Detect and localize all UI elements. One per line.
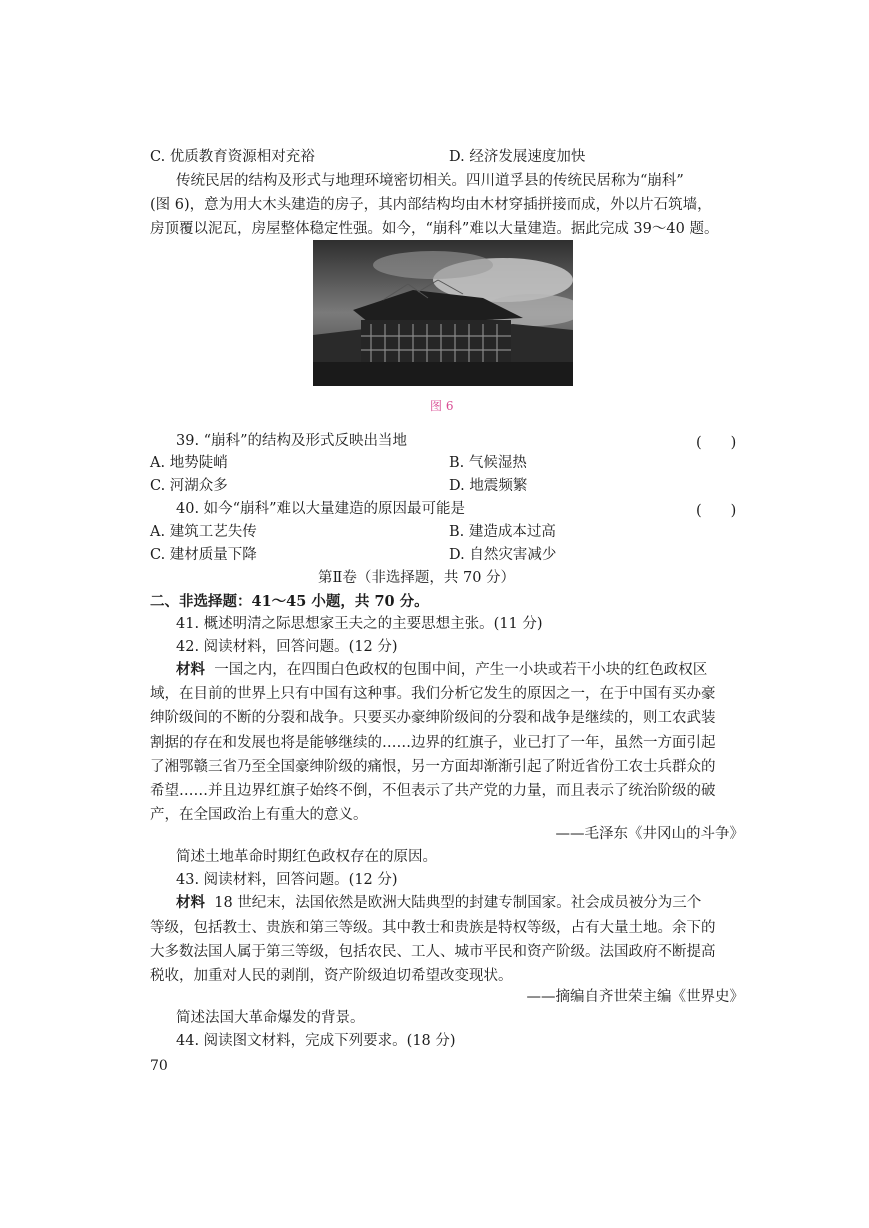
q39-answer-bracket: ( )	[696, 435, 737, 451]
material-text: 税收，加重对人民的剥削，资产阶级迫切希望改变现状。	[150, 968, 513, 984]
q38-option-c: C. 优质教育资源相对充裕	[150, 149, 315, 165]
q39-option-a: A. 地势陡峭	[150, 455, 228, 471]
material-label: 材料	[176, 894, 205, 911]
q40-answer-bracket: ( )	[696, 503, 737, 519]
bengke-house-photo	[313, 240, 573, 386]
material-label: 材料	[176, 661, 205, 678]
q44-stem: 44. 阅读图文材料，完成下列要求。(18 分)	[176, 1033, 456, 1049]
q40-stem: 40. 如今“崩科”难以大量建造的原因最可能是	[176, 501, 465, 517]
material-text: 18 世纪末，法国依然是欧洲大陆典型的封建专制国家。社会成员被分为三个	[214, 895, 702, 911]
q42-stem: 42. 阅读材料，回答问题。(12 分)	[176, 639, 398, 655]
q43-stem: 43. 阅读材料，回答问题。(12 分)	[176, 872, 398, 888]
q43-question: 简述法国大革命爆发的背景。	[176, 1010, 365, 1026]
q40-option-c: C. 建材质量下降	[150, 547, 257, 563]
material-text: 大多数法国人属于第三等级，包括农民、工人、城市平民和资产阶级。法国政府不断提高	[150, 944, 716, 960]
material-text: 希望……并且边界红旗子始终不倒，不但表示了共产党的力量，而且表示了统治阶级的破	[150, 783, 716, 799]
material-text: 绅阶级间的不断的分裂和战争。只要买办豪绅阶级间的分裂和战争是继续的，则工农武装	[150, 710, 716, 726]
q39-option-c: C. 河湖众多	[150, 478, 228, 494]
q41-text: 41. 概述明清之际思想家王夫之的主要思想主张。(11 分)	[176, 616, 543, 632]
figure-caption: 图 6	[430, 399, 454, 413]
material-source: ——毛泽东《井冈山的斗争》	[555, 826, 744, 842]
intro-line: (图 6)，意为用大木头建造的房子，其内部结构均由木材穿插拼接而成，外以片石筑墙，	[150, 197, 712, 213]
page-number: 70	[150, 1058, 168, 1074]
q39-option-d: D. 地震频繁	[449, 478, 528, 494]
material-text: 割据的存在和发展也将是能够继续的……边界的红旗子，业已打了一年，虽然一方面引起	[150, 735, 716, 751]
q39-option-b: B. 气候湿热	[449, 455, 527, 471]
intro-line: 房顶覆以泥瓦，房屋整体稳定性强。如今，“崩科”难以大量建造。据此完成 39～40 题。	[150, 221, 719, 237]
q40-option-d: D. 自然灾害减少	[449, 547, 557, 563]
material-text: 产，在全国政治上有重大的意义。	[150, 807, 368, 823]
q42-question: 简述土地革命时期红色政权存在的原因。	[176, 849, 437, 865]
q39-stem: 39. “崩科”的结构及形式反映出当地	[176, 433, 407, 449]
q40-option-a: A. 建筑工艺失传	[150, 524, 257, 540]
material-source: ——摘编自齐世荣主编《世界史》	[526, 989, 744, 1005]
q38-option-d: D. 经济发展速度加快	[449, 149, 586, 165]
material-text: 域，在目前的世界上只有中国有这种事。我们分析它发生的原因之一，在于中国有买办豪	[150, 686, 716, 702]
material-text: 了湘鄂赣三省乃至全国豪绅阶级的痛恨，另一方面却渐渐引起了附近省份工农士兵群众的	[150, 759, 716, 775]
material-text: 一国之内，在四围白色政权的包围中间，产生一小块或若干小块的红色政权区	[214, 662, 708, 678]
intro-line: 传统民居的结构及形式与地理环境密切相关。四川道孚县的传统民居称为“崩科”	[176, 173, 684, 189]
section-title: 第Ⅱ卷（非选择题，共 70 分）	[318, 570, 516, 586]
material-text: 等级，包括教士、贵族和第三等级。其中教士和贵族是特权等级，占有大量土地。余下的	[150, 920, 716, 936]
section-heading: 二、非选择题：41～45 小题，共 70 分。	[150, 593, 429, 610]
q40-option-b: B. 建造成本过高	[449, 524, 556, 540]
